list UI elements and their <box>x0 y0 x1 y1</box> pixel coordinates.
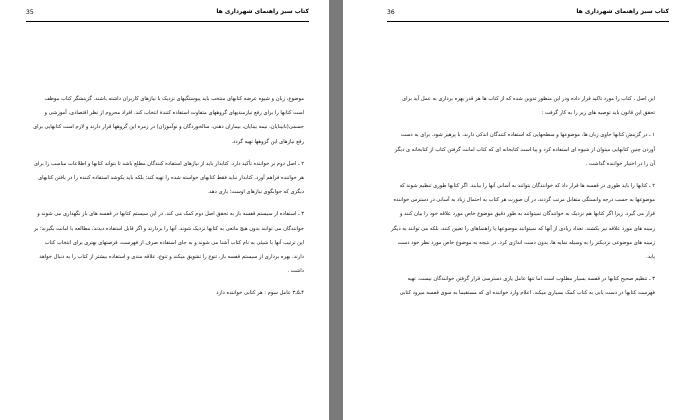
header-title: کتاب سبز راهنمای شهرداری ها <box>576 8 669 15</box>
paragraph: ۲ ـ کتابها را باید طوری در قفسه ها قرار داد که خوانندگان بتوانند به آسانی آنها را بیابند. اگر کتابها طوری تنظیم شوند که موضوعها به حسب درجه وابستگی متقابل مرتب گردند، در آن صورت هر کتاب به احتمال زیاد به آسانی در دسترس خواننده قرار می گیرد. زیرا اگر کتابها هم نزدیک به خوانندگان نمیتوانند به طور دقیق موضوع خاص مورد علاقه خود را بیان کنند و زمینه های مورد علاقه نیز بکشند. تعداد زیادی از آنها که نمیتوانند موضوعها یا راهنماهای را تعیین کنند، بلکه می توانند به دیگر زمینه های موضوعی نزدیکتر را به وسیله نمایه ها، بدون دست اندازی کرد. در نتیجه به موضوع خاص مورد نظر خود دست یابد. <box>391 183 655 261</box>
paragraph: موضوع، زبان و شیوه عرضه کتابهای منتخب باید پیوستگیهای نزدیک با نیازهای کاربران داشته باشند. گزینشگر کتاب موظف است کتابها را برای رفع نیازمندیهای گروههای متفاوت استفاده کنندهٔ انتخاب کند. افراد محروم از نظر اقتصادی، آموزشی و جسمی(نابینایان، نیمه بینایان، بیماران ذهنی، سالخوردگان و نوآموزان) در زمره این گروهها قرار دارند و لازم است کتابهایی برای رفع نیازهای این گروهها تهیه گردد. <box>33 96 304 145</box>
paragraph: ۲ ـ اصل دوم بر خواننده تأکید دارد. کتابدار باید از نیازهای استفاده کنندگان مطلع باشد تا بتواند کتابها و اطلاعات مناسب را برای هر خواننده فراهم آورد. کتابدار نباید فقط کتابهای خواسته شده را تهیه کند؛ بلکه باید بکوشد استفاده کننده را در یافتن کتابهای دیگری که جوابگوی نیازهای اوست؛ یاری دهد. <box>33 160 304 196</box>
page-body <box>391 92 655 309</box>
page-body <box>32 92 304 309</box>
left-page <box>0 0 329 420</box>
paragraph: این اصل ، کتاب را مورد تاکید قرار داده ودر این منظور تدوین شده که از کتاب ها هر قدر بهره برداری به عمل آید برای تحقق این قانون باید توصیه های زیر را به کار گرفت : <box>402 96 655 117</box>
paragraph: ۳ ـ تنظیم صحیح کتابها در قفسه بسیار مطلوب است اما تنها عامل یاری دسترسی قرار گرفتن خوانندگان نیست. تهیه فهرست کتابها در دست یابی به کتاب کمک بسیاری میکند. اعلام وارد خواننده ای که مستقیما به سوی قفسه میرود کتابی <box>399 276 655 297</box>
page-number: 35 <box>26 9 34 16</box>
paragraph: ۴ـ۵ـ۳ عامل سوم : هر کتابی خواننده دارد <box>216 290 304 297</box>
header-title: کتاب سبز راهنمای شهرداری ها <box>216 8 309 15</box>
page-number: 36 <box>387 9 395 16</box>
paragraph: ۱ ـ در گزینش کتابها حاوی زبان ها، موضوعها و سطحهایی که استفاده کنندگان اندکی دارند، با پرهیز شود. برای به دست آوردن چنین کتابهایی میتوان از شیوه ای استفاده کرد و پیا است کتابخانه ای که کتاب امانت گرفتن کتاب از کتابخانه ی دیگر آن را در اختیار خواننده گذاشت . <box>394 132 655 167</box>
paragraph: ۳ ـ استفاده از سیستم قفسه باز به تحقق اصل دوم کمک می کند. در این سیستم کتابها در قفسه های باز نگهداری می شوند و خوانندگان می توانند بدون هیچ مانعی به کتابها نزدیک شوند. آنها را بردارند و اگر قابل استفاده دیدند، مطالعه یا امانت بگیرند؛ بر این ترتیب آنها با شیئی به نام کتاب آشنا می شوند و به جای استفاده صرف از فهرست، فرصتهای بهتری برای انتخاب کتاب دارند. بهره برداری از سیستم قفسه باز، تنوع را تشویق میکند و تنوع، علاقه مندی و استفاده بیشتر از کتاب را به دنبال خواهد داشت . <box>33 211 304 275</box>
page-header <box>387 7 669 22</box>
right-page <box>343 0 679 420</box>
page-header <box>26 7 309 22</box>
